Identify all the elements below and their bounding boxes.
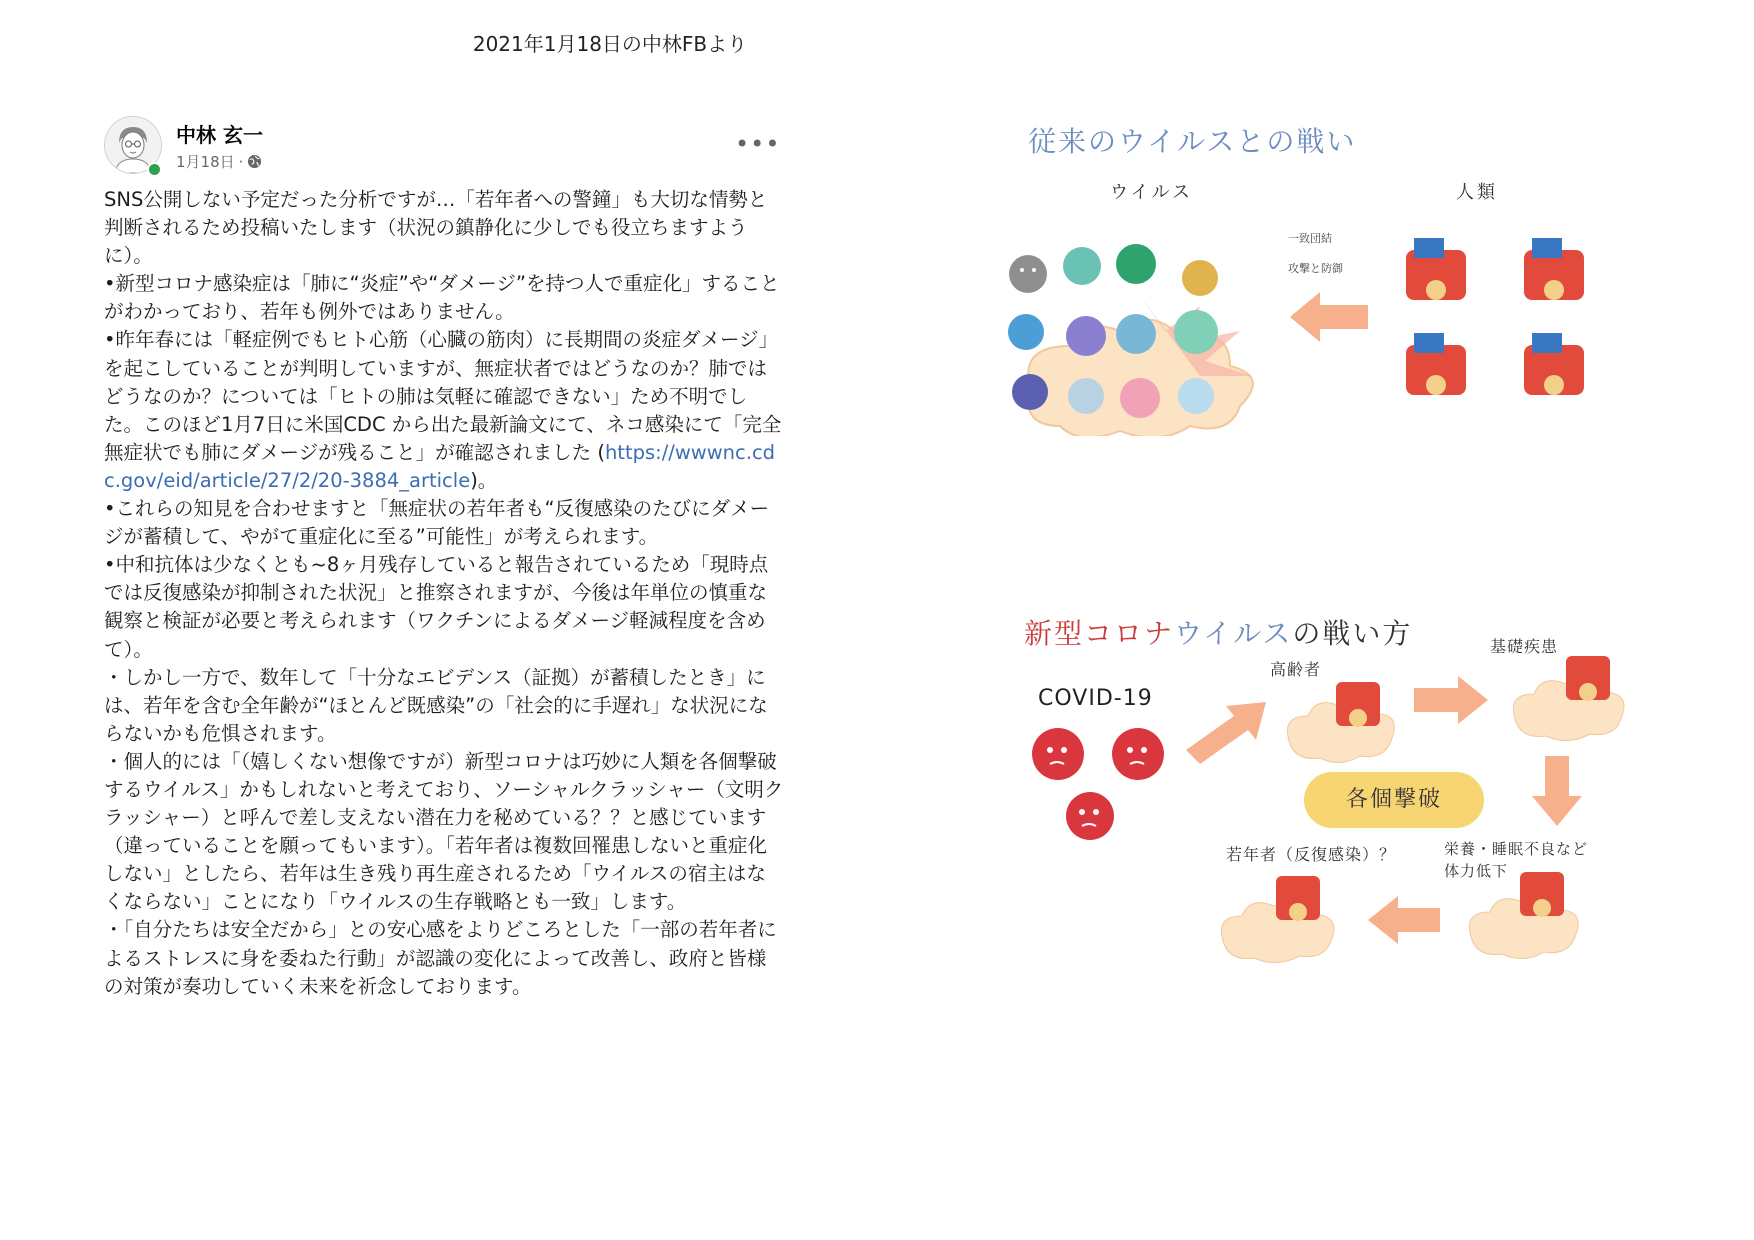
malnutrition-label-line2: 体力低下: [1444, 862, 1509, 880]
post-paragraph: ・しかし一方で、数年して「十分なエビデンス（証拠）が蓄積したとき」には、若年を含む全年齢が“ほとんど既感染”の「社会的に手遅れ」な状況にならないかも危惧されます。: [104, 665, 768, 745]
human-column-label: 人類: [1456, 182, 1498, 203]
post-meta: [176, 151, 262, 172]
post-header: [104, 112, 784, 178]
post-paragraph: •これらの知見を合わせますと「無症状の若年者も“反復感染のたびにダメージが蓄積して、やがて重症化に至る”可能性」が考えられます。: [104, 497, 770, 549]
page-header: 2021年1月18日の中林FBより: [472, 32, 748, 56]
meta-separator: ·: [238, 152, 244, 171]
elderly-label: 高齢者: [1270, 660, 1322, 679]
arrow-left-icon: [1368, 896, 1440, 944]
virus-column-label: ウイルス: [1110, 182, 1193, 203]
link-open-paren: (: [591, 440, 605, 464]
defeat-in-detail-badge: 各個撃破: [1304, 772, 1484, 828]
cdc-article-link[interactable]: https://wwwnc.cdc.gov/eid/article/27/2/20-3884_article: [104, 440, 776, 492]
virus-cluster-illustration: [990, 236, 1280, 436]
covid-virus-cluster: [1020, 716, 1190, 846]
diagram2-title: [1024, 612, 1412, 652]
human-warrior-icon: [1406, 238, 1466, 300]
coronavirus-icon: [1032, 728, 1084, 780]
post-paragraph: ・個人的には「（嬉しくない想像ですが）新型コロナは巧妙に人類を各個撃破するウイルス」かもしれないと考えており、ソーシャルクラッシャー（文明クラッシャー）と呼んで差し支えない潜在力を秘めている？？と感じています（違っていることを願ってもいます）。「若年者は複数回罹患しないと重症化しない」としたら、若年は生き残り再生産されるため「ウイルスの宿主はなくならない」ことになり「ウイルスの生存戦略とも一致」します。: [104, 749, 784, 914]
online-status-dot: [147, 162, 162, 177]
note-attack-defense: 攻撃と防御: [1288, 262, 1343, 275]
arrow-up-right-icon: [1186, 702, 1266, 766]
coronavirus-icon: [1066, 792, 1114, 840]
post-paragraph: SNS公開しない予定だった分析ですが…「若年者への警鐘」も大切な情勢と判断されるため投稿いたします（状況の鎮静化に少しでも役立ちますように）。: [104, 188, 768, 268]
arrow-down-icon: [1532, 756, 1582, 826]
author-name[interactable]: 中林 玄一: [176, 123, 263, 147]
weakened-burst-illustration: [1462, 864, 1586, 960]
post-date[interactable]: 1月18日: [176, 153, 235, 171]
post-paragraph: •中和抗体は少なくとも~8ヶ月残存していると報告されているため「現時点では反復感染が抑制された状況」と推察されますが、今後は年単位の慎重な観察と検証が必要と考えられます（ワクチンによるダメージ軽減程度を含めて）。: [104, 553, 769, 661]
arrow-left-icon: [1290, 292, 1368, 342]
underlying-disease-burst-illustration: [1506, 650, 1632, 742]
virus-icon: [1009, 255, 1047, 293]
note-unity: 一致団結: [1288, 232, 1332, 245]
globe-icon: [247, 154, 262, 169]
more-options-button[interactable]: •••: [735, 130, 781, 158]
malnutrition-label-line1: 栄養・睡眠不良など: [1444, 840, 1589, 858]
young-burst-illustration: [1214, 868, 1344, 964]
post-paragraph: ・「自分たちは安全だから」との安心感をよりどころとした「一部の若年者によるストレスに身を委ねた行動」が認識の変化によって改善し、政府と皆様の対策が奏功していく未来を祈念しております。: [104, 918, 777, 998]
diagram2-title-red: 新型コロナ: [1024, 617, 1175, 650]
underlying-disease-label: 基礎疾患: [1490, 637, 1559, 656]
diagram2-title-dark: の戦い方: [1292, 617, 1413, 650]
post-paragraph-text: •昨年春には「軽症例でもヒト心筋（心臓の筋肉）に長期間の炎症ダメージ」を起こしていることが判明していますが、無症状者ではどうなのか？肺ではどうなのか？については「ヒトの肺は気軽に確認できない」ため不明でした。このほど1月7日に米国CDC から出た最新論文にて、ネコ感染にて「完全無症状でも肺にダメージが残ること」が確認されました: [104, 328, 782, 464]
covid-label: COVID-19: [1038, 686, 1153, 711]
diagram1-title: 従来のウイルスとの戦い: [1028, 125, 1357, 158]
arrow-right-icon: [1414, 676, 1488, 724]
elderly-burst-illustration: [1280, 676, 1400, 764]
coronavirus-icon: [1112, 728, 1164, 780]
post-body: [104, 186, 784, 1001]
post-paragraph: [104, 326, 784, 495]
post-paragraph: •新型コロナ感染症は「肺に“炎症”や“ダメージ”を持つ人で重症化」することがわかっており、若年も例外ではありません。: [104, 272, 780, 324]
human-group-illustration: [1396, 230, 1636, 420]
facebook-post: [104, 112, 784, 1001]
diagram2-title-blue: ウイルス: [1174, 617, 1293, 650]
link-close-paren: )。: [470, 468, 498, 492]
young-reinfection-label: 若年者（反復感染）？: [1226, 845, 1397, 864]
